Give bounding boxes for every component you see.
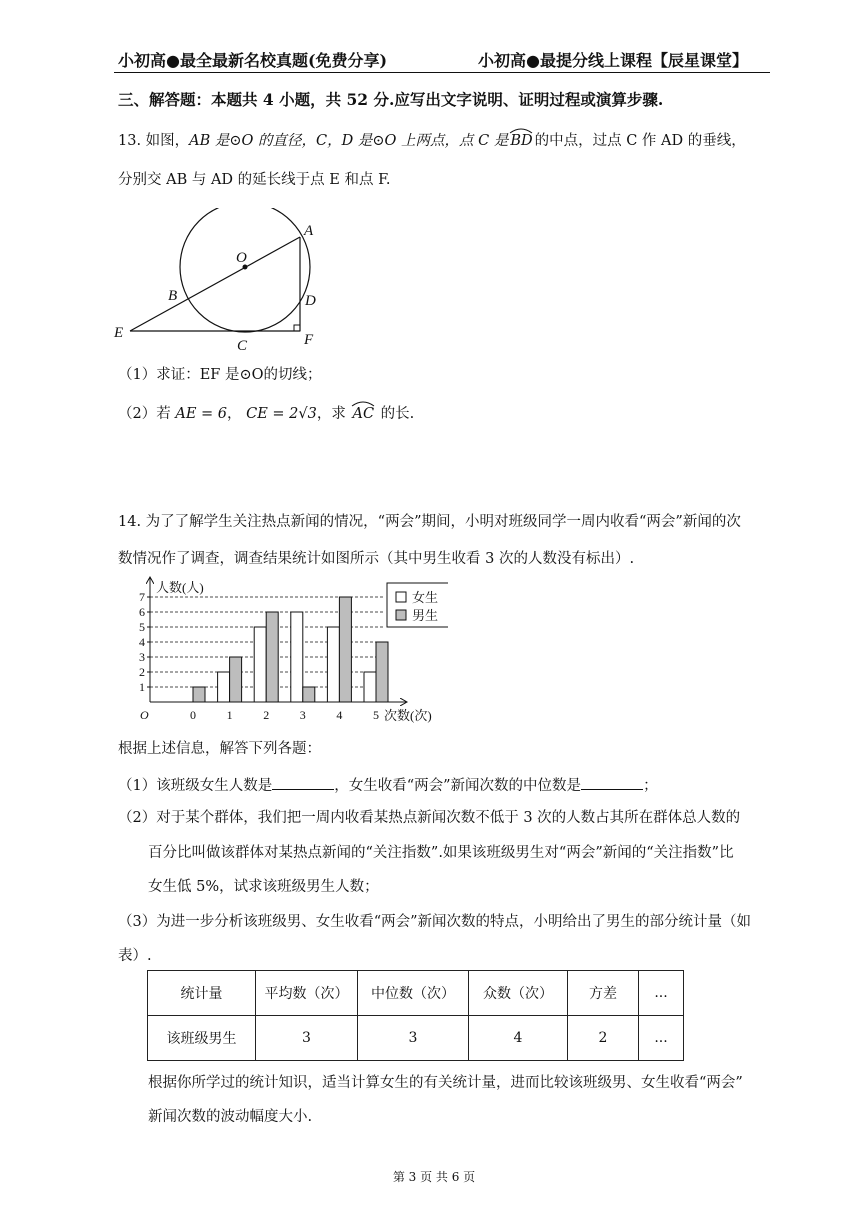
- arc-bd: BD: [508, 131, 534, 151]
- ce-expr: CE = 2√3: [246, 406, 317, 422]
- q13-line1: [118, 131, 746, 151]
- bar-female-4: [327, 627, 339, 702]
- label-f: F: [304, 332, 314, 348]
- table-header-cell: 中位数（次）: [358, 971, 469, 1016]
- legend-label-female: 女生: [412, 590, 439, 605]
- q13-part1: （1）求证：EF 是⊙O的切线；: [118, 367, 322, 383]
- stats-table: [147, 970, 684, 1061]
- q14-part3-line2: 表）.: [118, 948, 152, 964]
- bar-female-5: [364, 672, 376, 702]
- table-header-cell: 统计量: [148, 971, 256, 1016]
- y-tick-labels: [139, 590, 145, 694]
- ae-expr: AE = 6: [175, 406, 227, 422]
- q14-part1: （1）该班级女生人数是 ，女生收看“两会”新闻次数的中位数是 ；: [118, 775, 658, 796]
- y-tick-label: 6: [139, 605, 145, 619]
- q14-line1: 14. 为了了解学生关注热点新闻的情况，“两会”期间，小明对班级同学一周内收看“两会”新闻的次: [118, 514, 741, 530]
- q14-part2-line2: 百分比叫做该群体对某热点新闻的“关注指数”.如果该班级男生对“两会”新闻的“关注指数”比: [148, 845, 734, 861]
- legend-swatch-male: [396, 610, 406, 620]
- answer-blank-2[interactable]: [581, 775, 643, 790]
- table-cell: 4: [469, 1016, 568, 1061]
- table-cell: 3: [358, 1016, 469, 1061]
- q13-text-c: 的中点，过点 C 作 AD 的垂线，: [534, 133, 746, 149]
- q14-part2-line1: （2）对于某个群体，我们把一周内收看某热点新闻次数不低于 3 次的人数占其所在群体总人数的: [118, 810, 741, 826]
- x-tick-label: 3: [299, 708, 306, 722]
- legend-swatch-female: [396, 592, 406, 602]
- y-axis-label: 人数(人): [156, 580, 204, 595]
- x-axis-label: 次数(次): [384, 708, 432, 723]
- line-ea: [130, 237, 300, 331]
- header-divider: [114, 72, 770, 73]
- q14-end-line1: 根据你所学过的统计知识，适当计算女生的有关统计量，进而比较该班级男、女生收看“两会”: [148, 1075, 743, 1091]
- section-title: 三、解答题：本题共 4 小题，共 52 分.应写出文字说明、证明过程或演算步骤.: [118, 90, 664, 109]
- label-d: D: [305, 293, 316, 309]
- y-tick-label: 7: [139, 590, 145, 604]
- q13-line2: 分别交 AB 与 AD 的延长线于点 E 和点 F.: [118, 172, 391, 188]
- circle-figure: [110, 208, 330, 358]
- table-cell: 该班级男生: [148, 1016, 256, 1061]
- y-tick-label: 4: [139, 635, 145, 649]
- table-header-cell: 方差: [568, 971, 639, 1016]
- q13-number: 13. 如图，: [118, 133, 190, 149]
- bar-male-3: [303, 687, 315, 702]
- table-cell: 3: [256, 1016, 358, 1061]
- bar-male-5: [376, 642, 388, 702]
- q14-part2-line3: 女生低 5%，试求该班级男生人数；: [148, 879, 379, 895]
- x-tick-label: 4: [336, 708, 343, 722]
- table-header-cell: ...: [639, 971, 684, 1016]
- x-tick-labels: [190, 708, 379, 722]
- label-e: E: [114, 325, 124, 341]
- y-tick-label: 1: [139, 680, 145, 694]
- table-header-row: [148, 971, 684, 1016]
- q13-part2: （2）若 AE = 6， CE = 2√3，求 AC 的长.: [118, 404, 414, 424]
- bar-female-1: [218, 672, 230, 702]
- y-tick-label: 3: [139, 650, 145, 664]
- header-left: 小初高●最全最新名校真题(免费分享): [118, 51, 388, 70]
- right-angle-mark: [294, 325, 300, 331]
- label-a: A: [304, 223, 314, 239]
- y-tick-label: 5: [139, 620, 145, 634]
- bar-male-1: [230, 657, 242, 702]
- x-tick-label: 5: [373, 708, 379, 722]
- label-b: B: [168, 288, 178, 304]
- answer-blank-1[interactable]: [272, 775, 334, 790]
- bar-male-0: [193, 687, 205, 702]
- arc-symbol-icon: [350, 399, 376, 407]
- q14-end-line2: 新闻次数的波动幅度大小.: [148, 1109, 313, 1125]
- table-cell: ...: [639, 1016, 684, 1061]
- table-row: [148, 1016, 684, 1061]
- legend-label-male: 男生: [412, 608, 439, 623]
- origin-label: O: [140, 708, 149, 722]
- table-header-cell: 平均数（次）: [256, 971, 358, 1016]
- chart-legend: [387, 583, 448, 627]
- label-c: C: [237, 338, 248, 354]
- page-footer: 第 3 页 共 6 页: [392, 1170, 476, 1184]
- x-tick-label: 0: [190, 708, 196, 722]
- circle-o: [180, 208, 310, 332]
- q14-part3-line1: （3）为进一步分析该班级男、女生收看“两会”新闻次数的特点，小明给出了男生的部分统计量（如: [118, 914, 752, 930]
- header-right: 小初高●最提分线上课程【辰星课堂】: [478, 51, 748, 70]
- bar-male-2: [266, 612, 278, 702]
- y-tick-label: 2: [139, 665, 145, 679]
- q13-text-a: AB 是⊙O 的直径，C，D 是⊙O 上两点，点 C 是: [189, 133, 509, 149]
- arc-ac: AC: [350, 404, 376, 424]
- bar-male-4: [339, 597, 351, 702]
- table-header-cell: 众数（次）: [469, 971, 568, 1016]
- label-o: O: [236, 250, 247, 266]
- arc-symbol-icon: [508, 126, 534, 134]
- chart-bars: [193, 597, 388, 702]
- table-cell: 2: [568, 1016, 639, 1061]
- bar-female-2: [254, 627, 266, 702]
- q14-intro: 根据上述信息，解答下列各题：: [118, 741, 321, 757]
- x-tick-label: 1: [226, 708, 233, 722]
- q14-line2: 数情况作了调查，调查结果统计如图所示（其中男生收看 3 次的人数没有标出）.: [118, 551, 635, 567]
- x-tick-label: 2: [263, 708, 270, 722]
- bar-chart: [128, 574, 448, 724]
- bar-female-3: [291, 612, 303, 702]
